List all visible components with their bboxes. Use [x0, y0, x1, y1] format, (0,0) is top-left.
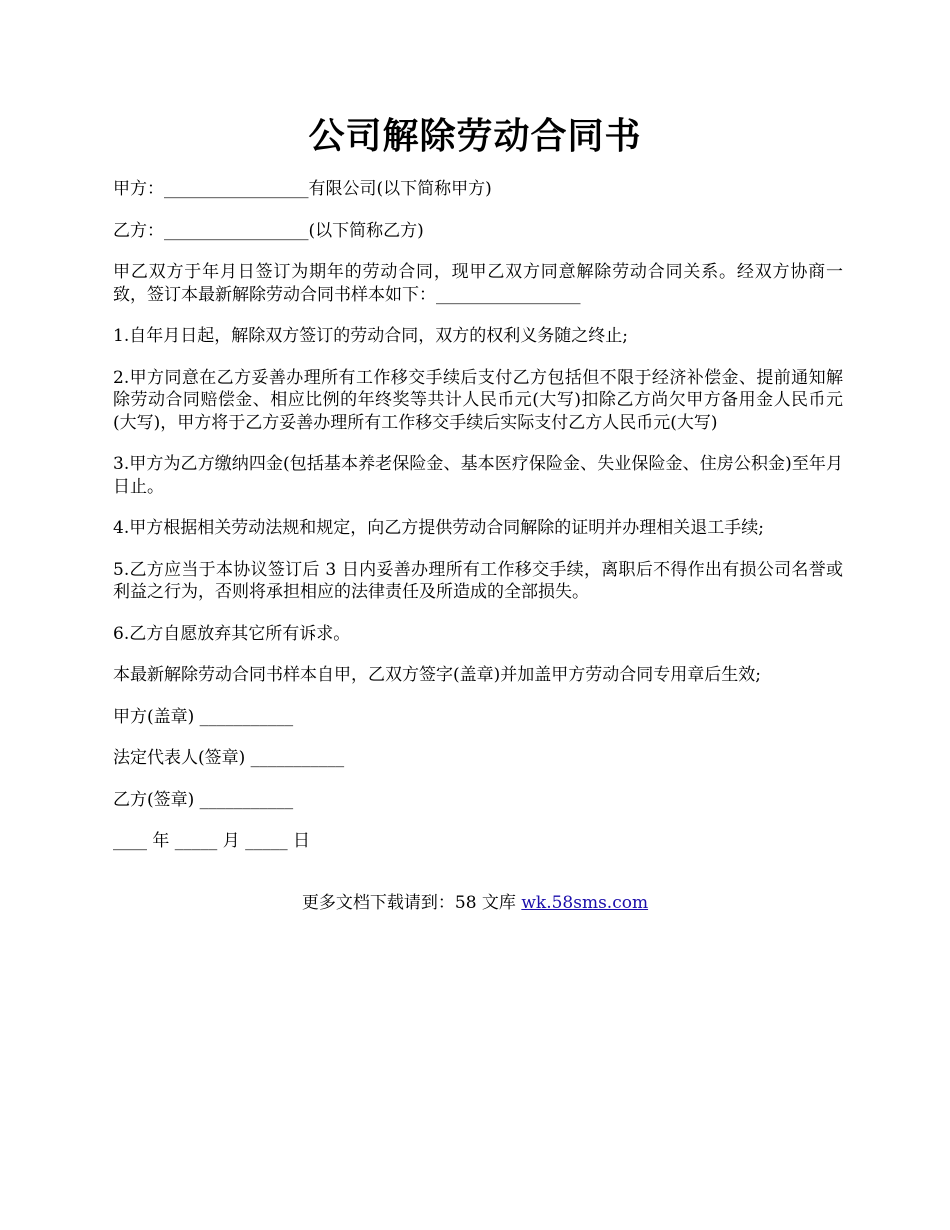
party-b-line: 乙方：_________________(以下简称乙方) — [113, 220, 424, 241]
document-title: 公司解除劳动合同书 — [308, 115, 642, 157]
footer-link[interactable]: wk.58sms.com — [521, 893, 649, 913]
clause-6: 6.乙方自愿放弃其它所有诉求。 — [113, 623, 351, 644]
party-b-signature-line: 乙方(签章) ___________ — [113, 789, 294, 810]
effective-clause: 本最新解除劳动合同书样本自甲，乙双方签字(盖章)并加盖甲方劳动合同专用章后生效; — [113, 665, 761, 685]
clause-3: 3.甲方为乙方缴纳四金(包括基本养老保险金、基本医疗保险金、失业保险金、住房公积金)至年月日止。 — [113, 454, 843, 497]
clause-5: 5.乙方应当于本协议签订后 3 日内妥善办理所有工作移交手续，离职后不得作出有损公司名誉或利益之行为，否则将承担相应的法律责任及所造成的全部损失。 — [113, 559, 843, 602]
download-footer — [0, 892, 950, 914]
document-body — [113, 178, 843, 872]
clause-2: 2.甲方同意在乙方妥善办理所有工作移交手续后支付乙方包括但不限于经济补偿金、提前通知解除劳动合同赔偿金、相应比例的年终奖等共计人民币元(大写)扣除乙方尚欠甲方备用金人民币元(大写)，甲方将于乙方妥善办理所有工作移交手续后实际支付乙方人民币元(大写) — [113, 367, 843, 433]
intro-paragraph: 甲乙双方于年月日签订为期年的劳动合同，现甲乙双方同意解除劳动合同关系。经双方协商一致，签订本最新解除劳动合同书样本如下：_________________ — [113, 262, 843, 305]
footer-text: 更多文档下载请到：58 文库 — [301, 893, 522, 913]
legal-representative-signature-line: 法定代表人(签章) ___________ — [113, 748, 345, 768]
party-a-line: 甲方：_________________有限公司(以下简称甲方) — [113, 179, 492, 199]
party-a-seal-line: 甲方(盖章) ___________ — [113, 706, 294, 727]
date-line: ____ 年 _____ 月 _____ 日 — [113, 831, 311, 851]
clause-1: 1.自年月日起，解除双方签订的劳动合同，双方的权利义务随之终止; — [113, 326, 628, 346]
clause-4: 4.甲方根据相关劳动法规和规定，向乙方提供劳动合同解除的证明并办理相关退工手续; — [113, 518, 764, 538]
